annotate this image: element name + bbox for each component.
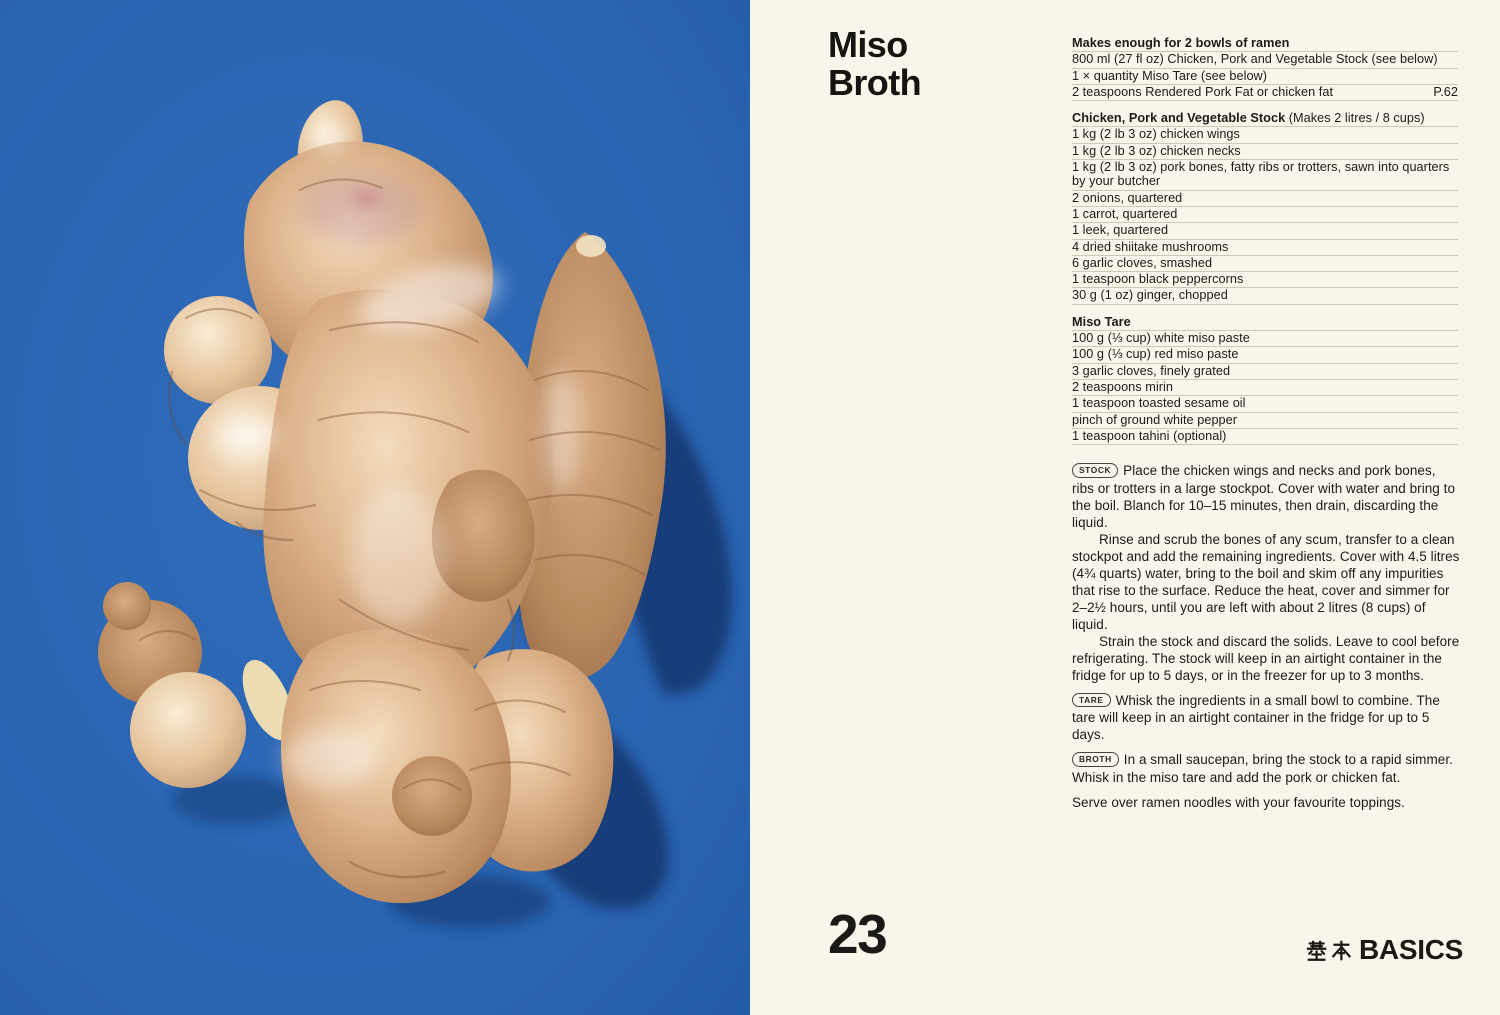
method-column [1072,462,1460,811]
ingredient-text: 2 teaspoons Rendered Pork Fat or chicken fat [1072,84,1334,99]
page-title [828,26,921,102]
stock-step-label: STOCK [1072,463,1118,478]
tare-ingredients-section [1072,315,1458,445]
ingredient-row: 30 g (1 oz) ginger, chopped [1072,288,1458,304]
ingredient-row: 2 teaspoons mirin [1072,380,1458,396]
ingredients-intro-heading: Makes enough for 2 bowls of ramen [1072,36,1458,52]
broth-step-label: BROTH [1072,752,1119,767]
title-line-2: Broth [828,62,921,103]
title-line-1: Miso [828,24,908,65]
ingredient-row: 800 ml (27 fl oz) Chicken, Pork and Vegetable Stock (see below) [1072,52,1458,68]
kanji-kihon-icon [1306,939,1352,962]
ingredient-row: 3 garlic cloves, finely grated [1072,364,1458,380]
ingredient-row: 1 teaspoon tahini (optional) [1072,429,1458,445]
method-paragraph: Rinse and scrub the bones of any scum, transfer to a clean stockpot and add the remaining ingredients. Cover with 4.5 litres (4¾ quarts) water, bring to the boil and skim off any impurities that rise to the surface. Reduce the heat, cover and simmer for 2–2½ hours, until you are left with about 2 litres (8 cups) of liquid. [1072,531,1460,632]
page-reference: P.62 [1433,84,1458,99]
section-marker [1306,934,1463,966]
ingredient-row: 6 garlic cloves, smashed [1072,256,1458,272]
recipe-page [750,0,1500,1015]
ingredient-row: pinch of ground white pepper [1072,413,1458,429]
section-label: BASICS [1359,934,1463,965]
ingredient-row: 100 g (⅓ cup) red miso paste [1072,347,1458,363]
ingredient-row [1072,85,1458,101]
ingredient-row: 1 kg (2 lb 3 oz) chicken necks [1072,144,1458,160]
method-paragraph-serve: Serve over ramen noodles with your favourite toppings. [1072,794,1405,810]
method-paragraph: Strain the stock and discard the solids. Leave to cool before refrigerating. The stock will keep in an airtight container in the fridge for up to 5 days, or in the freezer for up to 3 months. [1072,633,1460,683]
ingredients-intro-section [1072,36,1458,101]
stock-heading-note: (Makes 2 litres / 8 cups) [1285,111,1425,126]
stock-heading: Chicken, Pork and Vegetable Stock [1072,111,1286,126]
method-text: Place the chicken wings and necks and pork bones, ribs or trotters in a large stockpot. Cover with water and bring to the boil. Blanch for 10–15 minutes, then drain, discarding the liquid. [1072,463,1456,530]
tare-heading: Miso Tare [1072,315,1458,331]
tare-step-label: TARE [1072,693,1111,708]
ingredient-row: 2 onions, quartered [1072,191,1458,207]
ingredient-row: 1 kg (2 lb 3 oz) chicken wings [1072,127,1458,143]
method-paragraph-stock [1072,462,1460,531]
stock-heading-row [1072,111,1458,127]
ingredients-column [1072,36,1458,445]
method-text: In a small saucepan, bring the stock to a rapid simmer. Whisk in the miso tare and add the pork or chicken fat. [1072,752,1453,785]
page-number: 23 [828,903,887,965]
method-text: Whisk the ingredients in a small bowl to combine. The tare will keep in an airtight container in the fridge for up to 5 days. [1072,692,1440,742]
method-paragraph-broth [1072,751,1460,786]
ingredient-row: 1 kg (2 lb 3 oz) pork bones, fatty ribs or trotters, sawn into quarters by your butcher [1072,160,1458,191]
ingredient-row: 4 dried shiitake mushrooms [1072,240,1458,256]
stock-ingredients-section [1072,111,1458,305]
ingredient-row: 1 teaspoon toasted sesame oil [1072,396,1458,412]
ingredient-row: 1 leek, quartered [1072,223,1458,239]
ingredient-row: 1 × quantity Miso Tare (see below) [1072,69,1458,85]
ingredient-row: 1 carrot, quartered [1072,207,1458,223]
ingredient-row: 100 g (⅓ cup) white miso paste [1072,331,1458,347]
ingredient-row: 1 teaspoon black peppercorns [1072,272,1458,288]
method-paragraph-tare [1072,692,1460,744]
